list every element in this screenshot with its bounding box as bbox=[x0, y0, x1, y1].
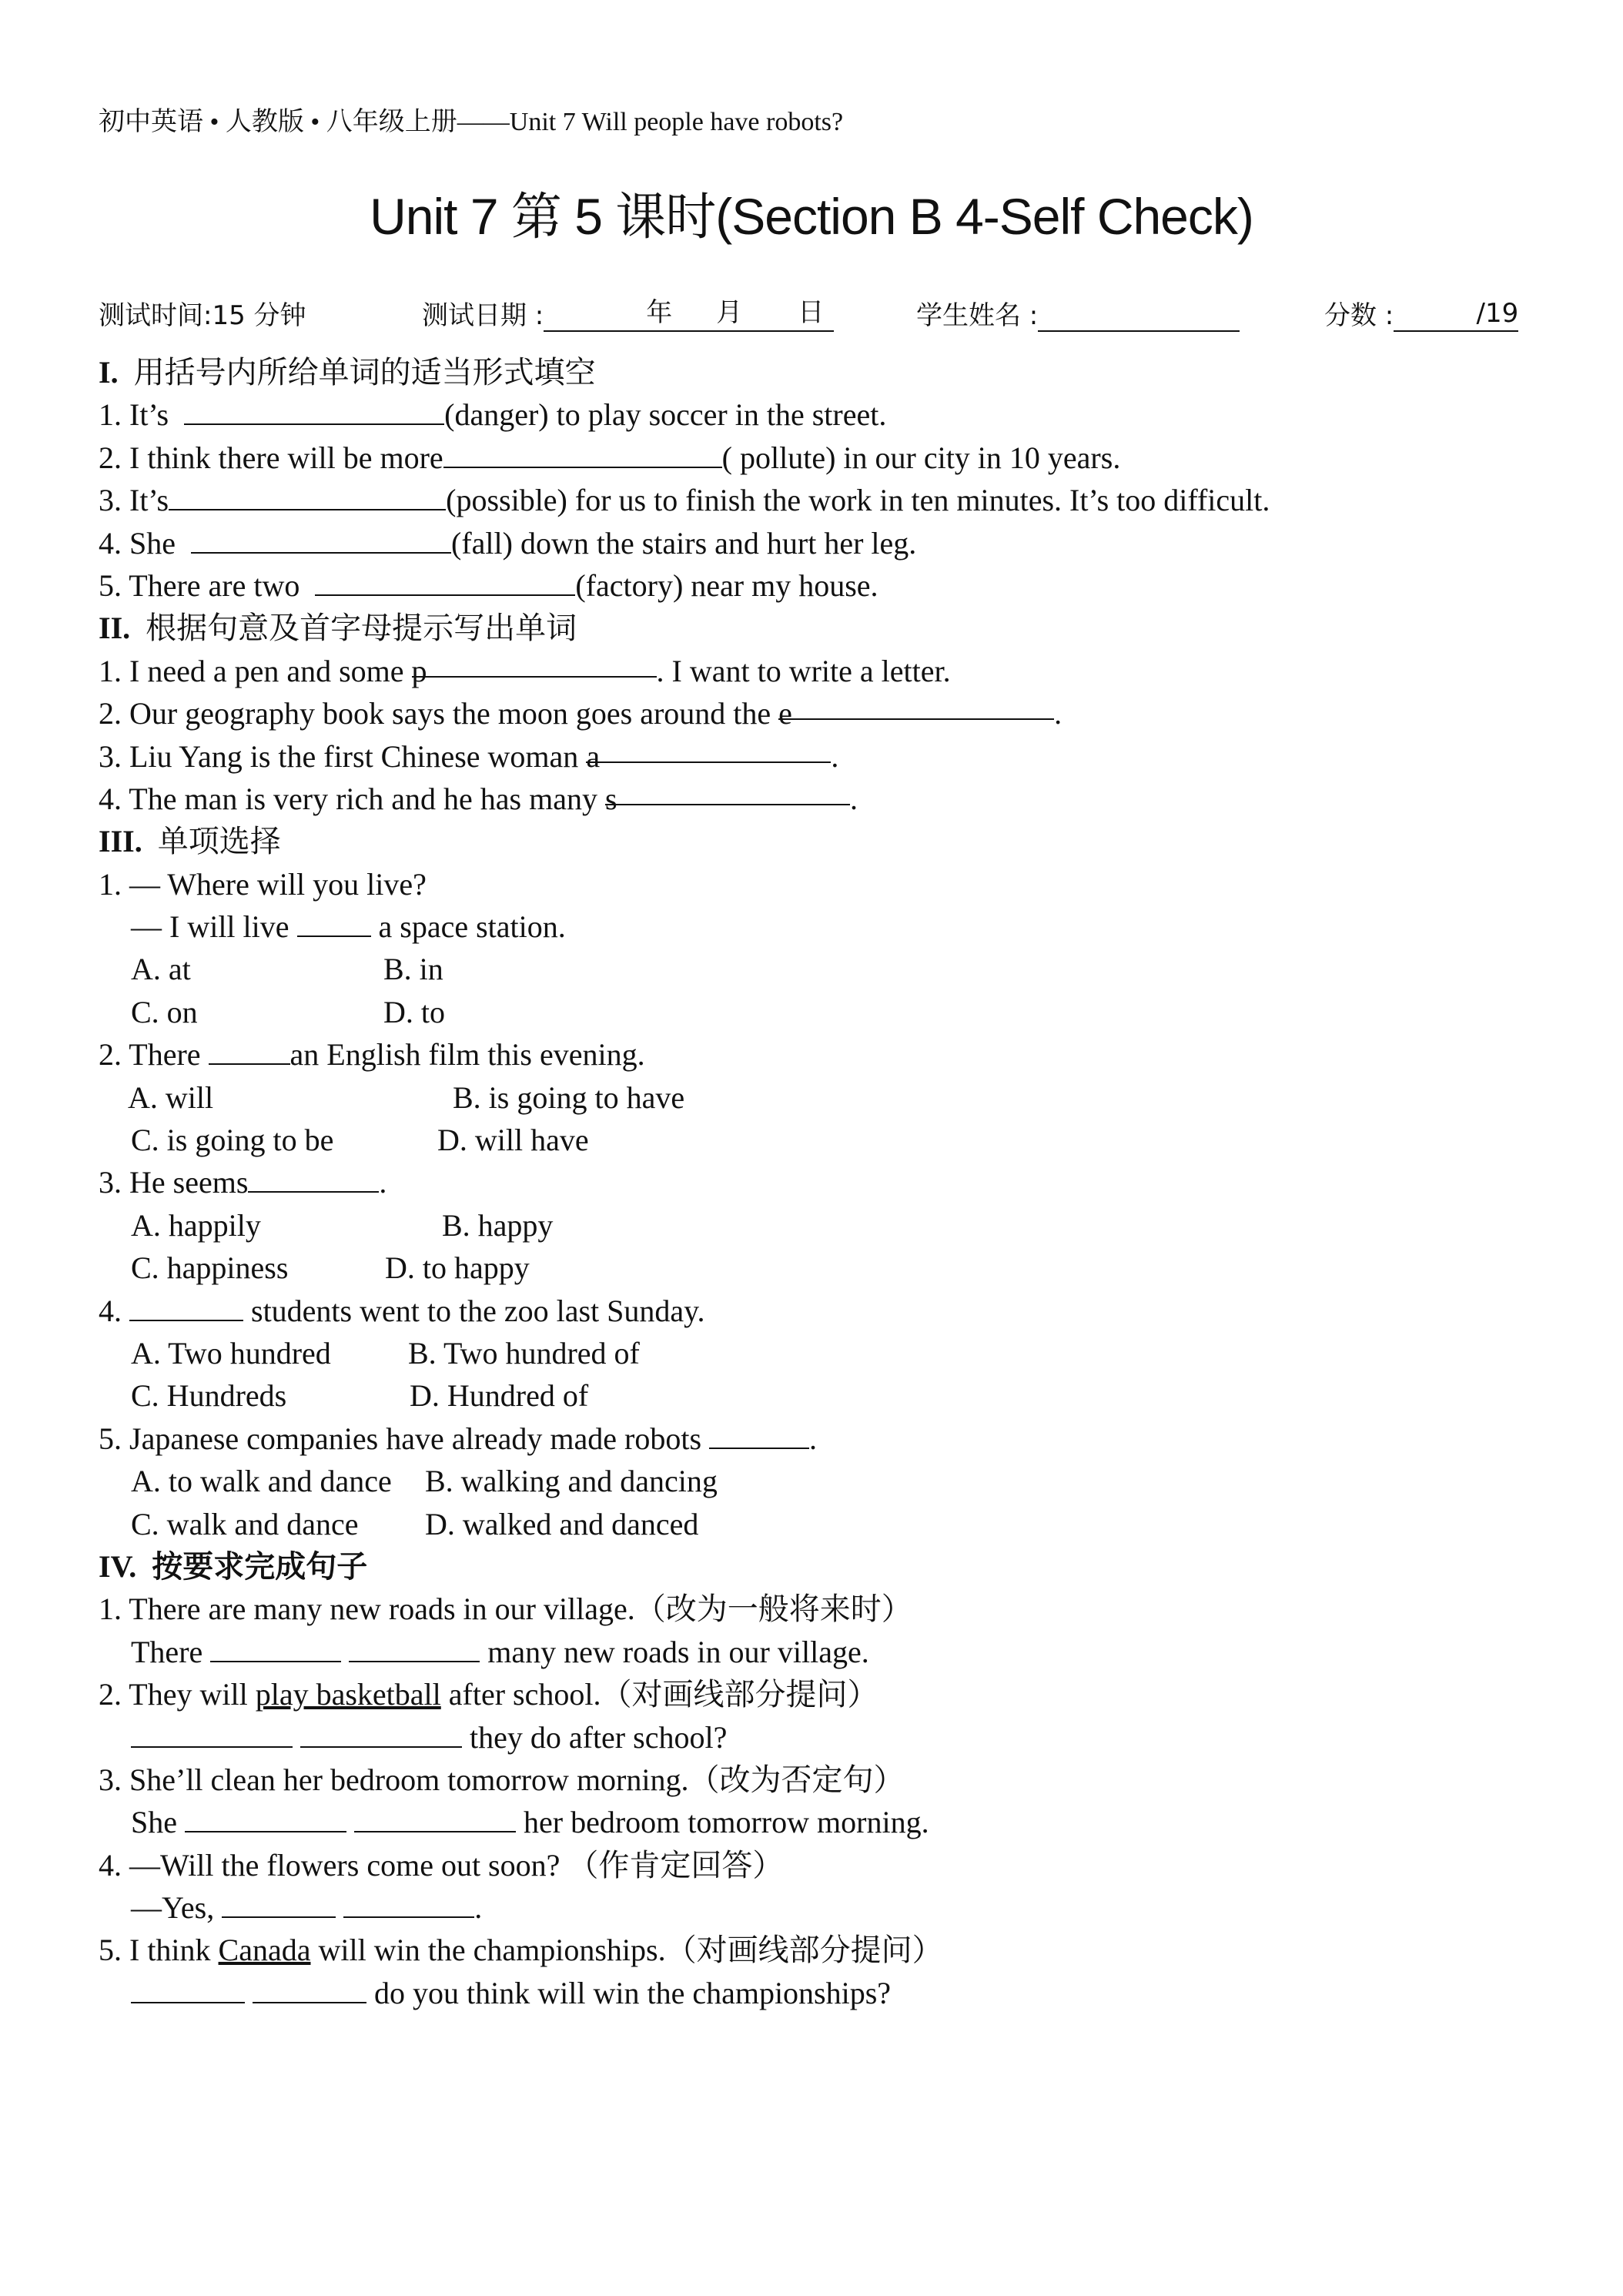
answer-blank[interactable] bbox=[131, 1976, 245, 2003]
answer-blank[interactable] bbox=[131, 1720, 293, 1748]
s4-q1-answer: There many new roads in our village. bbox=[131, 1634, 869, 1669]
option-a[interactable]: A. will bbox=[128, 1079, 214, 1115]
s3-q4-options-cd bbox=[99, 1374, 1531, 1417]
answer-blank[interactable] bbox=[343, 1890, 474, 1918]
section-3-title: 单项选择 bbox=[157, 824, 281, 859]
section-1-heading: I. 用括号内所给单词的适当形式填空 bbox=[99, 355, 596, 390]
answer-blank[interactable] bbox=[248, 1165, 379, 1193]
answer-blank[interactable] bbox=[185, 1805, 346, 1832]
answer-blank[interactable]: s bbox=[605, 778, 850, 805]
s1-question-3: 3. It’s (possible) for us to finish the work in ten minutes. It’s too difficult. bbox=[99, 483, 1270, 518]
s3-q1-stem: 1. — Where will you live? bbox=[99, 866, 427, 902]
answer-blank[interactable] bbox=[709, 1421, 809, 1449]
s2-question-3: 3. Liu Yang is the first Chinese woman a . bbox=[99, 735, 1531, 778]
section-2-title: 根据句意及首字母提示写出单词 bbox=[146, 611, 577, 646]
score-label: 分数 : bbox=[1324, 300, 1394, 331]
answer-blank[interactable] bbox=[297, 909, 371, 937]
answer-blank[interactable] bbox=[300, 1720, 462, 1748]
option-d[interactable]: D. will have bbox=[437, 1123, 589, 1158]
s4-q2-answer: they do after school? bbox=[99, 1716, 1531, 1759]
answer-blank[interactable] bbox=[210, 1635, 341, 1662]
score-total: /19 bbox=[1476, 298, 1519, 329]
option-a[interactable]: A. happily bbox=[131, 1207, 261, 1243]
answer-blank[interactable] bbox=[315, 568, 575, 596]
answer-blank[interactable]: p bbox=[412, 650, 657, 678]
s4-q4-stem: 4. —Will the flowers come out soon? （作肯定回答） bbox=[99, 1847, 784, 1883]
s3-q1-options-cd bbox=[99, 991, 1531, 1033]
s3-q5-stem: 5. Japanese companies have already made robots . bbox=[99, 1421, 818, 1456]
student-name-field bbox=[916, 294, 1240, 332]
s2-question-2: 2. Our geography book says the moon goes around the e . bbox=[99, 692, 1531, 735]
s4-q2-stem: 2. They will play basketball after school.（对画线部分提问） bbox=[99, 1677, 878, 1712]
answer-blank[interactable] bbox=[443, 440, 722, 468]
student-name-label: 学生姓名 : bbox=[916, 300, 1039, 331]
s3-q2-options-cd bbox=[99, 1119, 1531, 1161]
section-2-heading: II. 根据句意及首字母提示写出单词 bbox=[99, 611, 577, 646]
answer-blank[interactable] bbox=[169, 483, 446, 510]
answer-blank[interactable] bbox=[349, 1635, 480, 1662]
s3-q1-options-ab bbox=[99, 948, 1531, 990]
s1-question-4: 4. She (fall) down the stairs and hurt her leg. bbox=[99, 525, 917, 561]
s3-q3-stem: 3. He seems . bbox=[99, 1165, 387, 1200]
test-date-label: 测试日期 : bbox=[422, 300, 544, 331]
month-label: 月 bbox=[716, 297, 743, 328]
s1-question-2: 2. I think there will be more ( pollute) in our city in 10 years. bbox=[99, 440, 1121, 475]
s1-question-1: 1. It’s (danger) to play soccer in the street. bbox=[99, 397, 887, 433]
option-d[interactable]: D. walked and danced bbox=[425, 1506, 699, 1541]
score-line bbox=[1394, 298, 1519, 332]
s3-q5-options-ab bbox=[99, 1460, 1531, 1502]
s3-q2-stem: 2. There an English film this evening. bbox=[99, 1037, 645, 1073]
answer-blank[interactable] bbox=[222, 1890, 336, 1918]
option-c[interactable]: C. on bbox=[131, 994, 198, 1029]
s4-q1-stem: 1. There are many new roads in our village.（改为一般将来时） bbox=[99, 1591, 912, 1627]
section-3-heading: III. 单项选择 bbox=[99, 824, 281, 859]
s4-q5-stem: 5. I think Canada will win the championships.（对画线部分提问） bbox=[99, 1933, 943, 1968]
option-b[interactable]: B. happy bbox=[442, 1207, 554, 1243]
option-c[interactable]: C. walk and dance bbox=[131, 1506, 359, 1541]
answer-blank[interactable]: e bbox=[778, 692, 1054, 720]
option-a[interactable]: A. at bbox=[131, 952, 191, 987]
test-time-label: 测试时间:15 分钟 bbox=[99, 300, 306, 331]
s4-q5-answer: do you think will win the championships? bbox=[99, 1972, 1531, 2014]
option-b[interactable]: B. walking and dancing bbox=[425, 1464, 718, 1499]
answer-blank[interactable] bbox=[191, 526, 451, 554]
option-b[interactable]: B. Two hundred of bbox=[408, 1335, 640, 1371]
option-a[interactable]: A. to walk and dance bbox=[131, 1464, 392, 1499]
name-line bbox=[1038, 301, 1240, 332]
s3-q5-options-cd bbox=[99, 1503, 1531, 1545]
score-field bbox=[1324, 294, 1518, 332]
page-header: 初中英语 • 人教版 • 八年级上册——Unit 7 Will people have robots? bbox=[99, 108, 844, 136]
s2-question-1: 1. I need a pen and some p . I want to write a letter. bbox=[99, 650, 1531, 692]
s1-question-5: 5. There are two (factory) near my house. bbox=[99, 567, 878, 603]
answer-blank[interactable] bbox=[209, 1037, 290, 1065]
s3-q3-options-ab bbox=[99, 1204, 1531, 1247]
answer-blank[interactable] bbox=[184, 397, 444, 425]
s3-q3-options-cd bbox=[99, 1247, 1531, 1289]
s3-q2-options-ab bbox=[99, 1076, 1531, 1119]
underlined-phrase: play basketball bbox=[255, 1677, 441, 1712]
day-label: 日 bbox=[798, 297, 825, 328]
page-title: Unit 7 第 5 课时(Section B 4-Self Check) bbox=[370, 188, 1253, 245]
option-a[interactable]: A. Two hundred bbox=[131, 1335, 331, 1371]
s2-question-4: 4. The man is very rich and he has many s . bbox=[99, 778, 1531, 820]
option-c[interactable]: C. happiness bbox=[131, 1250, 289, 1286]
date-line bbox=[544, 297, 834, 332]
option-b[interactable]: B. is going to have bbox=[453, 1079, 685, 1115]
option-c[interactable]: C. is going to be bbox=[131, 1123, 334, 1158]
section-4-title: 按要求完成句子 bbox=[152, 1548, 368, 1584]
option-d[interactable]: D. to bbox=[383, 994, 445, 1029]
answer-blank[interactable] bbox=[354, 1805, 516, 1832]
s3-q4-stem: 4. students went to the zoo last Sunday. bbox=[99, 1293, 705, 1328]
option-d[interactable]: D. to happy bbox=[385, 1250, 530, 1286]
option-d[interactable]: D. Hundred of bbox=[410, 1378, 589, 1414]
s4-q3-stem: 3. She’ll clean her bedroom tomorrow morning.（改为否定句） bbox=[99, 1762, 905, 1797]
s3-q4-options-ab bbox=[99, 1332, 1531, 1374]
answer-blank[interactable]: a bbox=[586, 735, 831, 763]
option-b[interactable]: B. in bbox=[383, 952, 443, 987]
answer-blank[interactable] bbox=[253, 1976, 366, 2003]
s3-q1-stem2: — I will live a space station. bbox=[131, 909, 566, 945]
underlined-word: Canada bbox=[218, 1933, 311, 1968]
year-label: 年 bbox=[646, 297, 673, 328]
option-c[interactable]: C. Hundreds bbox=[131, 1378, 287, 1414]
answer-blank[interactable] bbox=[129, 1294, 243, 1321]
test-date-field bbox=[422, 294, 834, 332]
section-1-title: 用括号内所给单词的适当形式填空 bbox=[133, 355, 596, 390]
worksheet-content bbox=[99, 351, 1531, 2014]
s4-q4-answer: —Yes, . bbox=[131, 1890, 483, 1926]
s4-q3-answer: She her bedroom tomorrow morning. bbox=[131, 1805, 929, 1840]
section-4-heading: IV. 按要求完成句子 bbox=[99, 1548, 368, 1584]
